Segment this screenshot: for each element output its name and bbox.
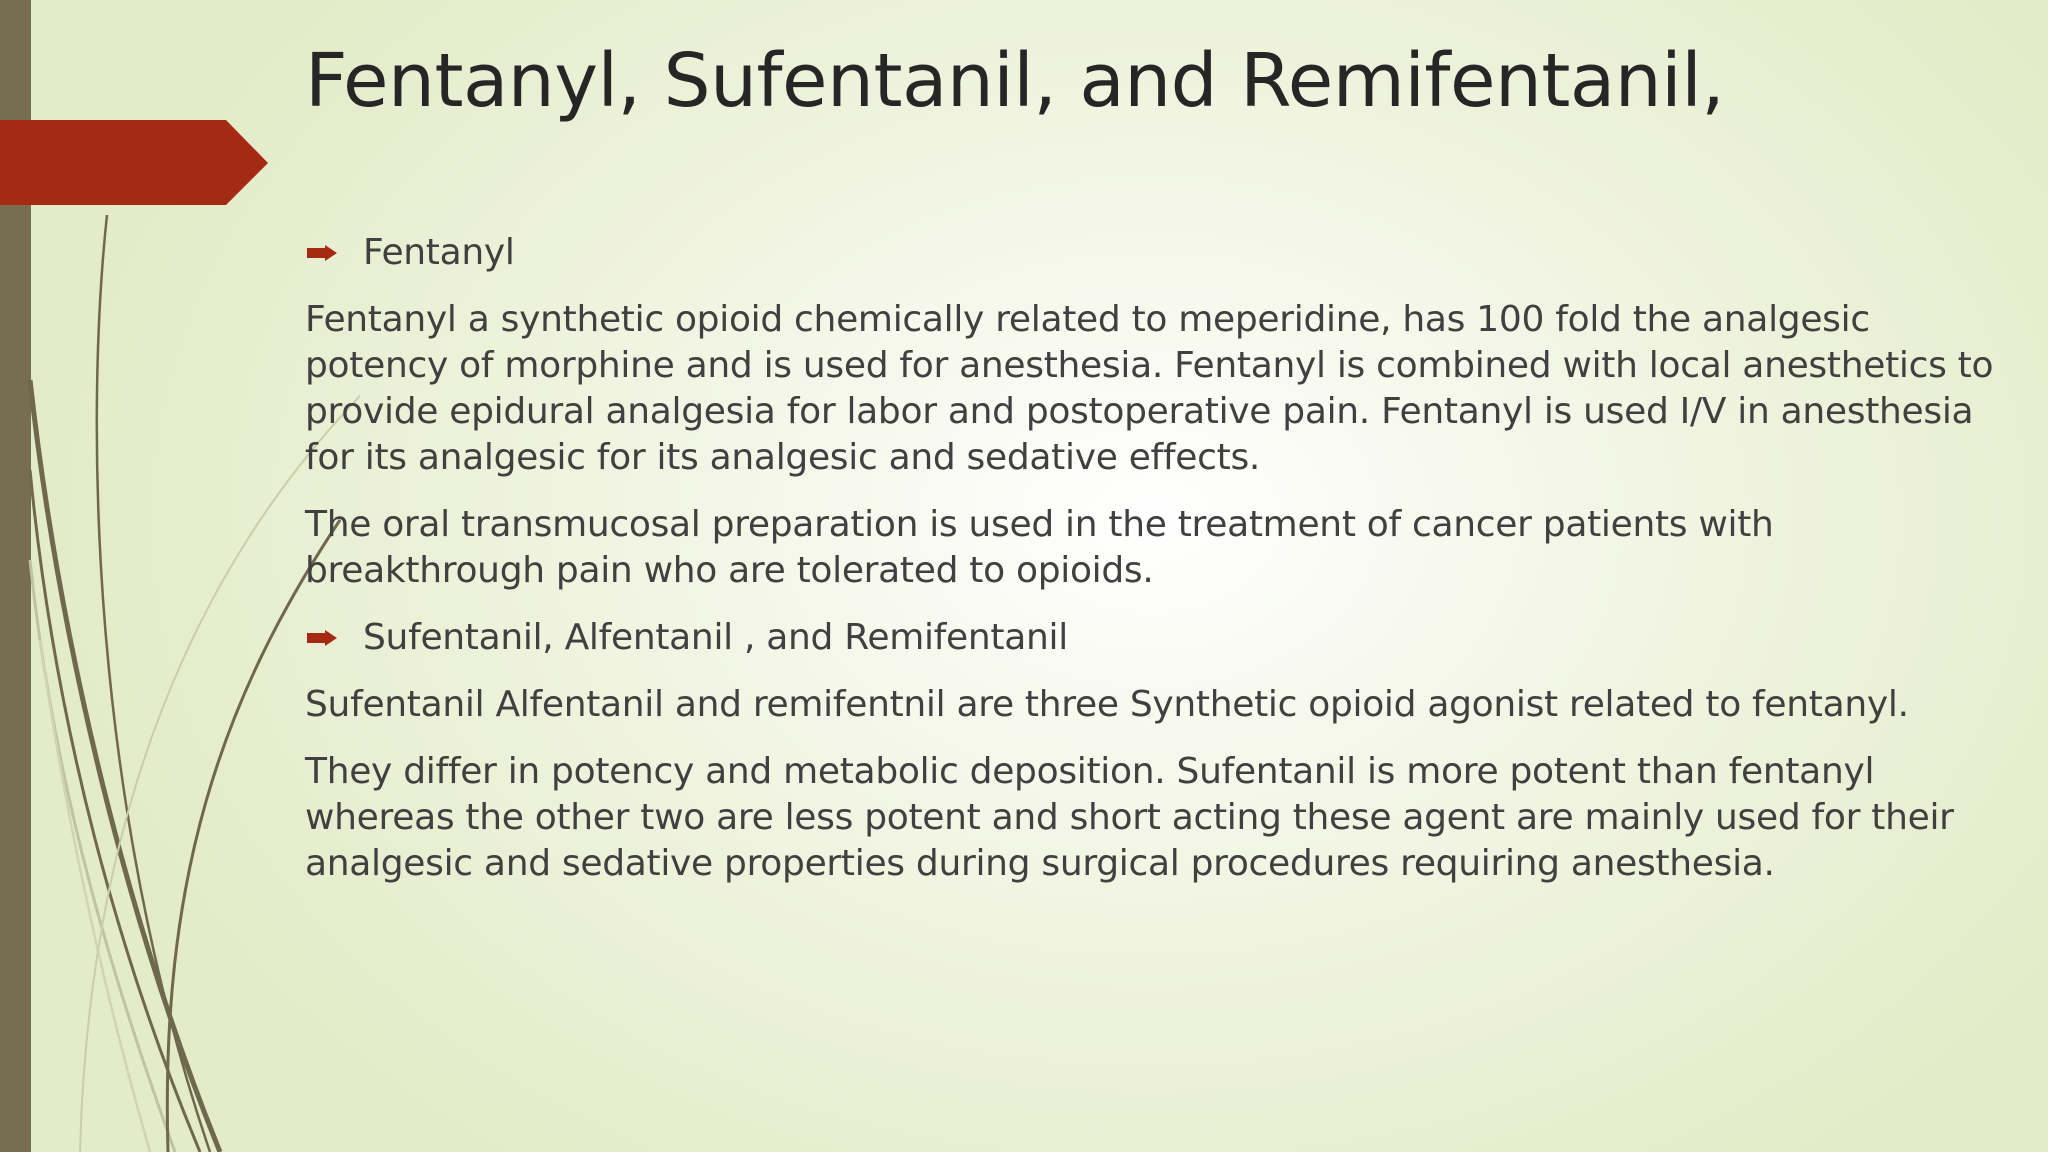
bullet-item-fentanyl <box>305 230 2005 276</box>
bullet-label: Sufentanil, Alfentanil , and Remifentanil <box>363 617 1068 658</box>
slide-content <box>305 230 2005 908</box>
arrow-bullet-icon <box>307 630 337 646</box>
swoosh-line <box>30 380 220 1152</box>
paragraph-synthetic-agonists: Sufentanil Alfentanil and remifentnil are three Synthetic opioid agonist related to fentanyl. <box>305 684 1909 725</box>
swoosh-line <box>97 215 210 1152</box>
bullet-label: Fentanyl <box>363 232 515 273</box>
paragraph-fentanyl-description: Fentanyl a synthetic opioid chemically related to meperidine, has 100 fold the analgesic potency of morphine and is used for anesthesia. Fentanyl is combined with local anesthetics to provide epidural analgesia for labor and postoperative pain. Fentanyl is used I/V in anesthesia for its analgesic for its analgesic and sedative effects. <box>305 299 1994 478</box>
accent-arrow-banner <box>0 120 268 205</box>
bullet-item-sufentanil <box>305 615 2005 661</box>
slide-title: Fentanyl, Sufentanil, and Remifentanil, <box>305 38 1725 124</box>
swoosh-line <box>30 560 175 1152</box>
paragraph-oral-transmucosal: The oral transmucosal preparation is used in the treatment of cancer patients with breakthrough pain who are tolerated to opioids. <box>305 504 1774 591</box>
arrow-bullet-icon <box>307 245 337 261</box>
paragraph-potency-differences: They differ in potency and metabolic deposition. Sufentanil is more potent than fentanyl whereas the other two are less potent and short acting these agent are mainly used for their analgesic and sedative properties during surgical procedures requiring anesthesia. <box>305 751 1954 884</box>
